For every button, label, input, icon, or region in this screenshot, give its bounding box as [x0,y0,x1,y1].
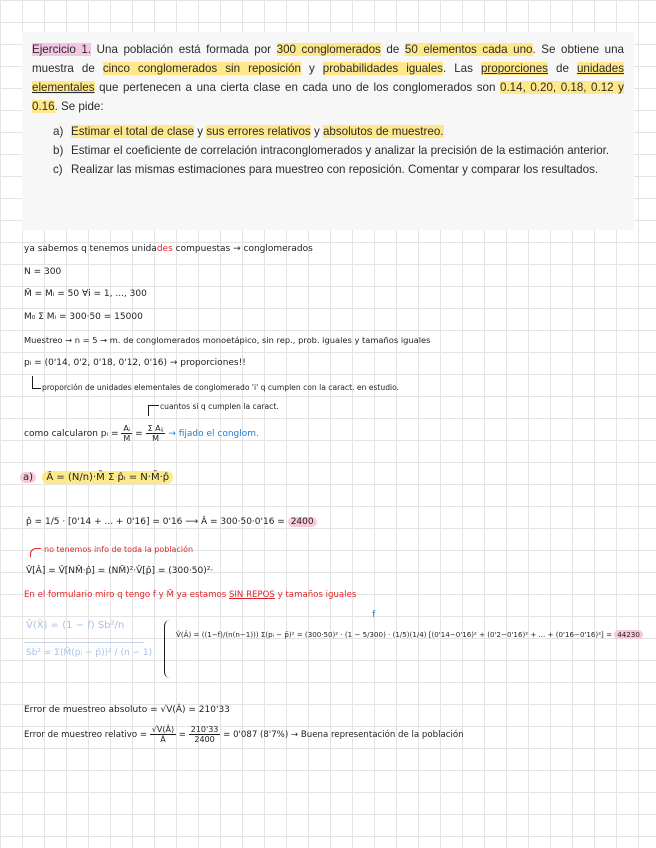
text-run: Error de muestreo relativo = [24,730,150,740]
highlight: proporciones [480,62,548,75]
note-line-2: N = 300 [24,267,62,277]
faded-formula-1: V̂(X̂) = (1 − f) Sb²/n [26,620,125,631]
text-run: p̂ = 1/5 · [0'14 + ... + 0'16] = 0'16 ⟶ Â = 300·50·0'16 = [26,517,288,527]
fraction [189,725,221,744]
text-run: En el formulario miro q tengo f y M̄ ya estamos [24,590,229,600]
p-hat-line [26,517,317,527]
text-run: . Se obtiene una muestra de [32,43,625,75]
exercise-statement [22,32,634,230]
text-run: = 0'087 (8'7%) → Buena representación de la población [220,730,464,740]
note-line-6: pᵢ = (0'14, 0'2, 0'18, 0'12, 0'16) → proporciones!! [24,358,246,368]
highlight: 300 conglomerados [276,43,381,56]
part-a-label: a) [20,472,36,483]
text-run: = [176,730,189,740]
text-run: y [300,62,323,75]
item-text: Estimar el coeficiente de correlación intraconglomerados y analizar la precisión de la estimación anterior. [71,144,610,157]
text-run: ya sabemos q tenemos unida [24,244,157,254]
text-run: que pertenecen a una cierta clase en cada uno de los conglomerados son [94,81,501,94]
underlined-text: SIN REPOS [228,590,275,600]
list-item [32,141,624,160]
text-run: Una población está formada por [91,43,277,56]
text-run: . Las [442,62,481,75]
red-note-1: no tenemos info de toda la población [44,545,194,554]
denominator: Â [160,735,166,744]
exercise-items [32,122,624,179]
part-a-line [20,472,173,483]
text-run: de [380,43,405,56]
absolute-error-line: Error de muestreo absoluto = √V(Â) = 210'33 [24,705,230,715]
numerator: √V(Â) [151,725,175,734]
numerator: Aᵢ [123,424,131,433]
note-line-4: M₀ Σ Mᵢ = 300·50 = 15000 [24,312,143,322]
relative-error-line [24,725,464,744]
red-text: des [156,244,173,254]
fraction [150,725,176,744]
numerator: Σ Aᵢⱼ [147,424,164,433]
formula-separator [24,642,144,643]
note-line-1 [24,244,313,254]
text-run: . Se pide: [54,100,104,113]
exercise-label: Ejercicio 1. [32,43,92,56]
note-line-3: M̄ = Mᵢ = 50 ∀i = 1, ..., 300 [24,289,147,299]
note-line-8-top: cuantos si q cumplen la caract. [160,402,279,411]
brace-mark [164,620,173,678]
text-run: y [310,125,323,138]
highlight: sus errores relativos [206,125,311,138]
item-letter: a) [53,125,64,138]
note-line-7: proporción de unidades elementales de conglomerado 'i' q cumplen con la caract. en estudio. [42,383,400,392]
fraction [146,424,166,443]
f-mark: f [372,610,376,620]
denominator: M̄ [123,434,131,443]
highlight: probabilidades iguales [322,62,443,75]
variance-result: 44230 [614,630,643,639]
text-run: V̂(Â) = ((1−f)/(n(n−1))) Σ(pᵢ − p̄)² = (300·50)² · (1 − 5/300) · (1/5)(1/4) [(0'14−0'16)² + (0'2−0'16)² + ... + (0'16−0'16)²] = [176,630,615,639]
variance-formula [176,630,643,639]
hook-mark [32,376,41,389]
red-bracket [30,548,41,557]
item-text: Realizar las mismas estimaciones para muestreo con reposición. Comentar y comparar los resultados. [71,163,599,176]
total-result: 2400 [288,517,317,527]
list-item [32,122,624,141]
red-note-2 [24,590,356,600]
item-letter: c) [53,163,63,176]
numerator: 210'33 [190,725,219,734]
text-run: como calcularon pᵢ = [24,429,122,439]
text-run: de [547,62,577,75]
exercise-paragraph [32,40,624,116]
faded-formula-2: Sb² = Σ(M̄(pᵢ − p̄))² / (n − 1) [26,648,153,658]
fraction [121,424,132,443]
list-item [32,160,624,179]
part-a-formula: Â = (N/n)·M̄ Σ p̂ᵢ = N·M̄·p̂ [42,471,173,484]
text-run: y [194,125,207,138]
highlight: cinco conglomerados sin reposición [102,62,301,75]
highlight: 50 elementos cada uno [404,43,533,56]
text-run: y tamaños iguales [274,590,357,600]
variance-line: V̂[Â] = V̂[NM̄·p̂] = (NM̄)²·V̂[p̂] = (300·50)²· [26,566,214,576]
highlight: absolutos de muestreo. [322,125,444,138]
blue-note: → fijado el conglom. [165,429,259,439]
note-line-8 [24,424,259,443]
note-line-5: Muestreo → n = 5 → m. de conglomerados monoetápico, sin rep., prob. iguales y tamaños iguales [24,335,431,345]
highlight: 0.14, 0.20, 0.18, 0.12 y 0.16 [32,81,624,113]
highlight: unidades elementales [32,62,624,94]
denominator: 2400 [194,735,215,744]
denominator: M̄ [152,434,159,443]
bracket-mark [148,405,159,416]
highlight: Estimar el total de clase [71,125,195,138]
text-run: compuestas → conglomerados [172,244,313,254]
item-letter: b) [53,144,64,157]
text-run: = [132,429,146,439]
